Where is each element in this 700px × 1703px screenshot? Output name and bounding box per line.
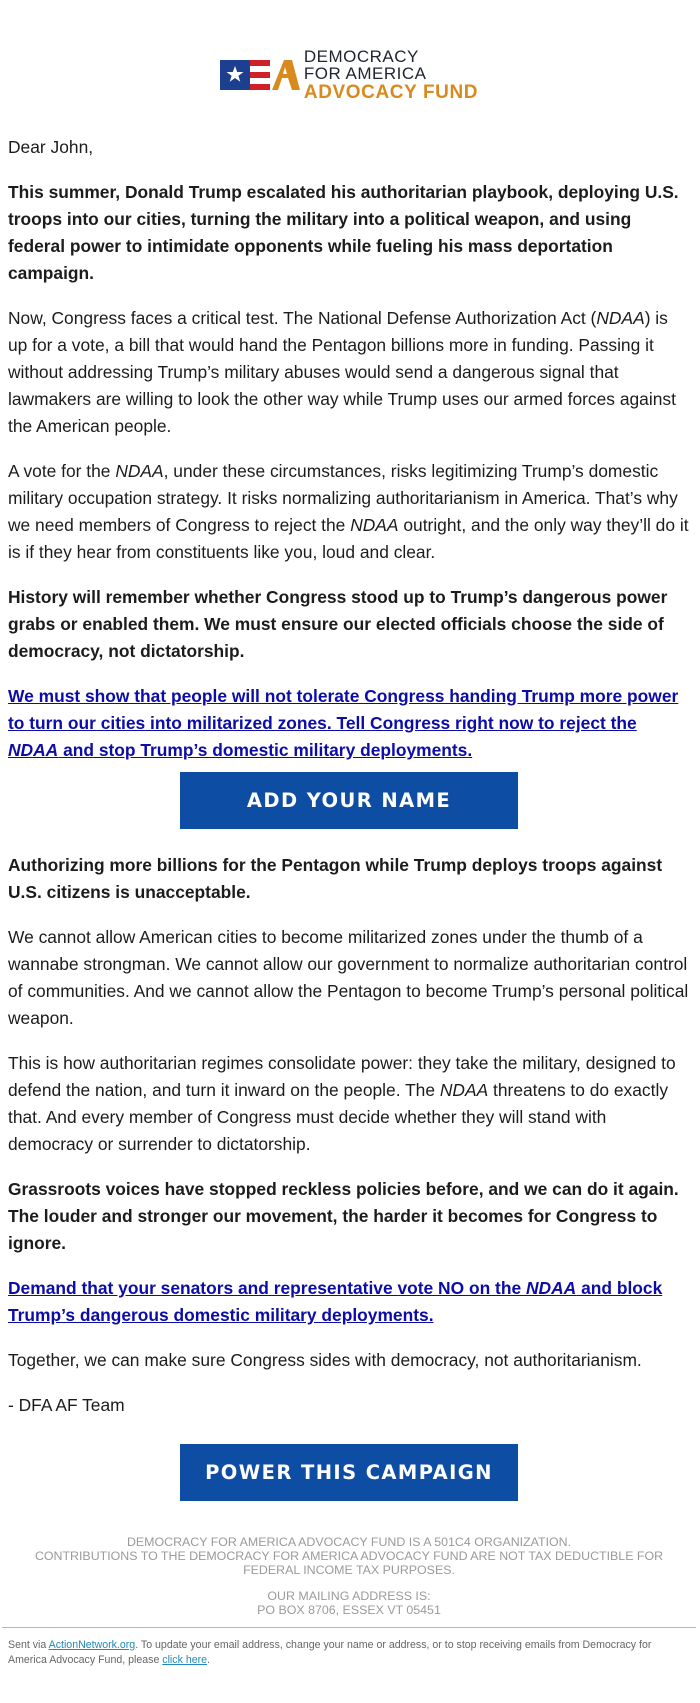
ndaa-emphasis: NDAA xyxy=(8,740,59,760)
logo-line-2: FOR AMERICA xyxy=(303,64,427,83)
text-segment: A vote for the xyxy=(8,461,116,481)
text-segment: threatens to do exactly that. And every member of Congress must decide whether they will stand with democracy or surrender to dictatorship. xyxy=(8,1080,669,1154)
regimes-paragraph xyxy=(8,1050,690,1158)
unacceptable-paragraph: Authorizing more billions for the Pentagon while Trump deploys troops against U.S. citizens is unacceptable. xyxy=(8,855,663,902)
ndaa-emphasis: NDAA xyxy=(525,1278,577,1298)
footer-tax-line: CONTRIBUTIONS TO THE DEMOCRACY FOR AMERICA ADVOCACY FUND ARE NOT TAX DEDUCTIBLE FOR FEDERAL INCOME TAX PURPOSES. xyxy=(34,1549,664,1577)
actionnetwork-link[interactable]: ActionNetwork.org xyxy=(48,1639,136,1651)
footer-mailing-label: OUR MAILING ADDRESS IS: xyxy=(267,1589,431,1603)
tell-congress-link[interactable] xyxy=(8,686,678,760)
grassroots-paragraph: Grassroots voices have stopped reckless policies before, and we can do it again. The louder and stronger our movement, the harder it becomes for Congress to ignore. xyxy=(8,1179,679,1253)
text-segment: , under these circumstances, risks legitimizing Trump’s domestic military occupation strategy. It risks normalizing authoritarianism in America. That’s why we need members of Congress to reject the xyxy=(8,461,678,535)
logo-line-3: ADVOCACY FUND xyxy=(303,82,479,103)
ndaa-emphasis: NDAA xyxy=(115,461,164,481)
text-segment: This is how authoritarian regimes consolidate power: they take the military, designed to defend the nation, and turn it inward on the people. The xyxy=(8,1053,676,1100)
intro-paragraph: This summer, Donald Trump escalated his authoritarian playbook, deploying U.S. troops into our cities, turning the military into a political weapon, and using federal power to intimidate opponents while fueling his mass deportation campaign. xyxy=(8,182,679,283)
ndaa-emphasis: NDAA xyxy=(439,1080,489,1100)
fine-print xyxy=(0,1628,700,1668)
history-paragraph: History will remember whether Congress stood up to Trump’s dangerous power grabs or enabled them. We must ensure our elected officials choose the side of democracy, not dictatorship. xyxy=(8,587,668,661)
power-this-campaign-button[interactable]: POWER THIS CAMPAIGN xyxy=(180,1444,518,1501)
signoff: - DFA AF Team xyxy=(8,1395,125,1415)
logo[interactable] xyxy=(8,0,690,102)
text-segment: ) is up for a vote, a bill that would hand the Pentagon billions more in funding. Passing it without addressing Trump’s military abuses would send a dangerous signal that lawmakers are willing to look the other way while Trump uses our armed forces against the American people. xyxy=(8,308,676,436)
footer xyxy=(8,1535,690,1617)
text-segment: . To update your email address, change your name or address, or to stop receiving emails from Democracy for America Advocacy Fund, please xyxy=(8,1639,652,1666)
demand-link-paragraph xyxy=(8,1275,690,1329)
cities-paragraph: We cannot allow American cities to become militarized zones under the thumb of a wannabe strongman. We cannot allow our government to normalize authoritarian control of communities. And we cannot allow the Pentagon to become Trump’s personal political weapon. xyxy=(8,927,689,1028)
link-text: We must show that people will not tolerate Congress handing Trump more power to turn our cities into militarized zones. Tell Congress right now to reject the xyxy=(8,686,679,733)
add-your-name-button[interactable]: ADD YOUR NAME xyxy=(180,772,518,829)
cta-link-paragraph xyxy=(8,683,690,764)
footer-org-line: DEMOCRACY FOR AMERICA ADVOCACY FUND IS A 501C4 ORGANIZATION. xyxy=(126,1535,572,1549)
ndaa-emphasis: NDAA xyxy=(596,308,645,328)
logo-line-1: DEMOCRACY xyxy=(303,47,419,66)
link-text: and block Trump’s dangerous domestic military deployments. xyxy=(8,1278,663,1325)
click-here-link[interactable]: click here xyxy=(162,1654,208,1666)
congress-test-paragraph xyxy=(8,305,690,440)
text-segment: outright, and the only way they’ll do it is if they hear from constituents like you, loud and clear. xyxy=(8,515,689,562)
link-text: Demand that your senators and representative vote NO on the xyxy=(8,1278,526,1298)
vote-paragraph xyxy=(8,458,690,566)
ndaa-emphasis: NDAA xyxy=(350,515,399,535)
footer-address: PO BOX 8706, ESSEX VT 05451 xyxy=(257,1603,441,1617)
greeting: Dear John, xyxy=(8,137,94,157)
text-segment: Now, Congress faces a critical test. The National Defense Authorization Act ( xyxy=(8,308,597,328)
text-segment: . xyxy=(207,1654,210,1666)
demand-vote-no-link[interactable] xyxy=(8,1278,662,1325)
link-text: and stop Trump’s domestic military deployments. xyxy=(58,740,473,760)
dfa-logo-mark xyxy=(220,58,300,92)
text-segment: Sent via xyxy=(8,1639,49,1651)
together-paragraph: Together, we can make sure Congress sides with democracy, not authoritarianism. xyxy=(8,1350,642,1370)
